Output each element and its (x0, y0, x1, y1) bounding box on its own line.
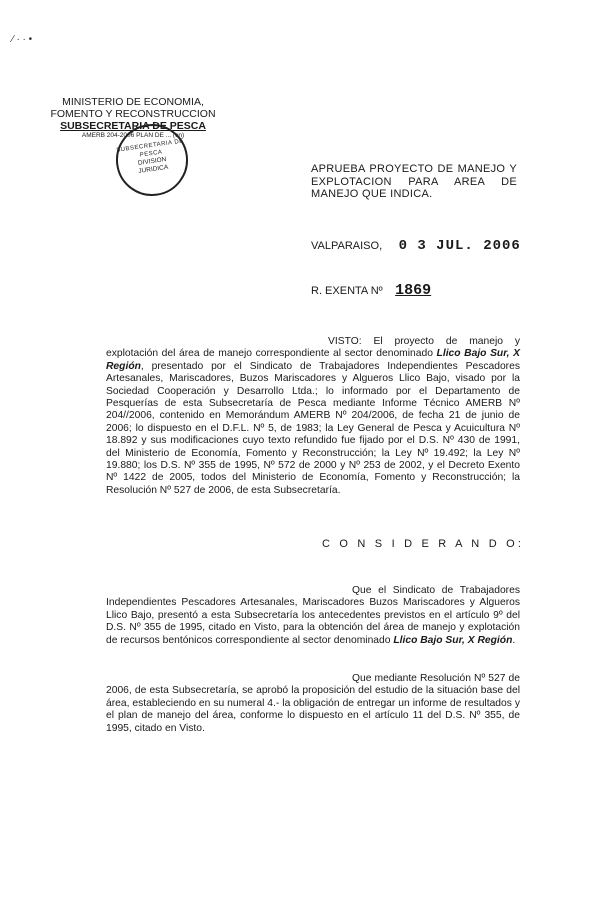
subsecretaria-line: SUBSECRETARIA DE PESCA (60, 120, 206, 132)
visto-text-rest: , presentado por el Sindicato de Trabajadores Independientes Pescadores Artesanales, Mariscadores, Buzos Mariscadores y Algueros Llico Bajo, visado por la Sociedad Cooperación y Desarrollo Ltda.; lo informado por el Departamento de Pesquerías de esta Subsecretaría de Pesca mediante Informe Técnico AMERB Nº 204//2006, contenido en Memorándum AMERB Nº 204/2006, de fecha 21 de junio de 2006; lo dispuesto en el D.F.L. Nº 5, de 1983; la Ley General de Pesca y Acuicultura Nº 18.892 y sus modificaciones cuyo texto refundido fue fijado por el D.S. Nº 430 de 1991, del Ministerio de Economía, Fomento y Reconstrucción; la Ley Nº 19.492; la Ley Nº 19.880; los D.S. Nº 355 de 1995, Nº 572 de 2000 y Nº 253 de 2002, y el Decreto Exento Nº 1422 de 2005, todos del Ministerio de Economía, Fomento y Reconstrucción; la Resolución Nº 527 de 2006, de esta Subsecretaría. (106, 360, 520, 496)
considerando-1-end: . (512, 634, 516, 646)
visto-paragraph (106, 336, 520, 497)
considerando-paragraph-1 (106, 585, 520, 647)
corner-pen-marks: ∕ · · • (12, 34, 33, 45)
visto-text-start: El proyecto de manejo y explotación del área de manejo correspondiente al sector denominado (106, 336, 520, 360)
visto-heading: VISTO: (328, 336, 362, 347)
ministry-line: FOMENTO Y RECONSTRUCCION (50, 108, 216, 120)
resolution-number-line (311, 281, 431, 299)
considerando-heading: C O N S I D E R A N D O: (322, 538, 525, 550)
ministry-line: MINISTERIO DE ECONOMIA, (62, 96, 204, 108)
date-line (311, 236, 521, 254)
date-stamp: 0 3 JUL. 2006 (398, 238, 521, 254)
visto-place-name: Llico Bajo Sur, X Región (106, 348, 520, 372)
considerando-paragraph-2 (106, 673, 520, 735)
stamp-line: JURIDICA (137, 163, 169, 175)
resolution-number: 1869 (395, 282, 432, 299)
considerando-2-text: Que mediante Resolución Nº 527 de 2006, de esta Subsecretaría, se aprobó la proposición del estudio de la situación base del área, estableciendo en su numeral 4.- la obligación de entregar un informe de resultados y el plan de manejo del área, conforme lo dispuesto en el artículo 11 del D.S. Nº 355, de 1995, citado en Visto. (106, 673, 520, 734)
resolution-label: R. EXENTA Nº (311, 285, 383, 297)
considerando-1-place-name: Llico Bajo Sur, X Región (393, 634, 513, 646)
stamp-line: DIVISION (137, 156, 167, 167)
considerando-1-text: Que el Sindicato de Trabajadores Independientes Pescadores Artesanales, Mariscadores Buzos Mariscadores y Algueros Llico Bajo, presentó a esta Subsecretaría los antecedentes previstos en el artículo 9º del D.S. Nº 355 de 1995, citado en Visto, para la obtención del área de manejo y explotación de recursos bentónicos correspondiente al sector denominado (106, 585, 520, 646)
file-reference: AMERB 204-2006 PLAN DE ... (cn) (81, 132, 185, 139)
resolution-title: APRUEBA PROYECTO DE MANEJO Y EXPLOTACION PARA AREA DE MANEJO QUE INDICA. (311, 163, 517, 200)
stamp-rim-text: SUBSECRETARIA DE PESCA (116, 138, 185, 159)
date-city: VALPARAISO, (311, 240, 383, 252)
